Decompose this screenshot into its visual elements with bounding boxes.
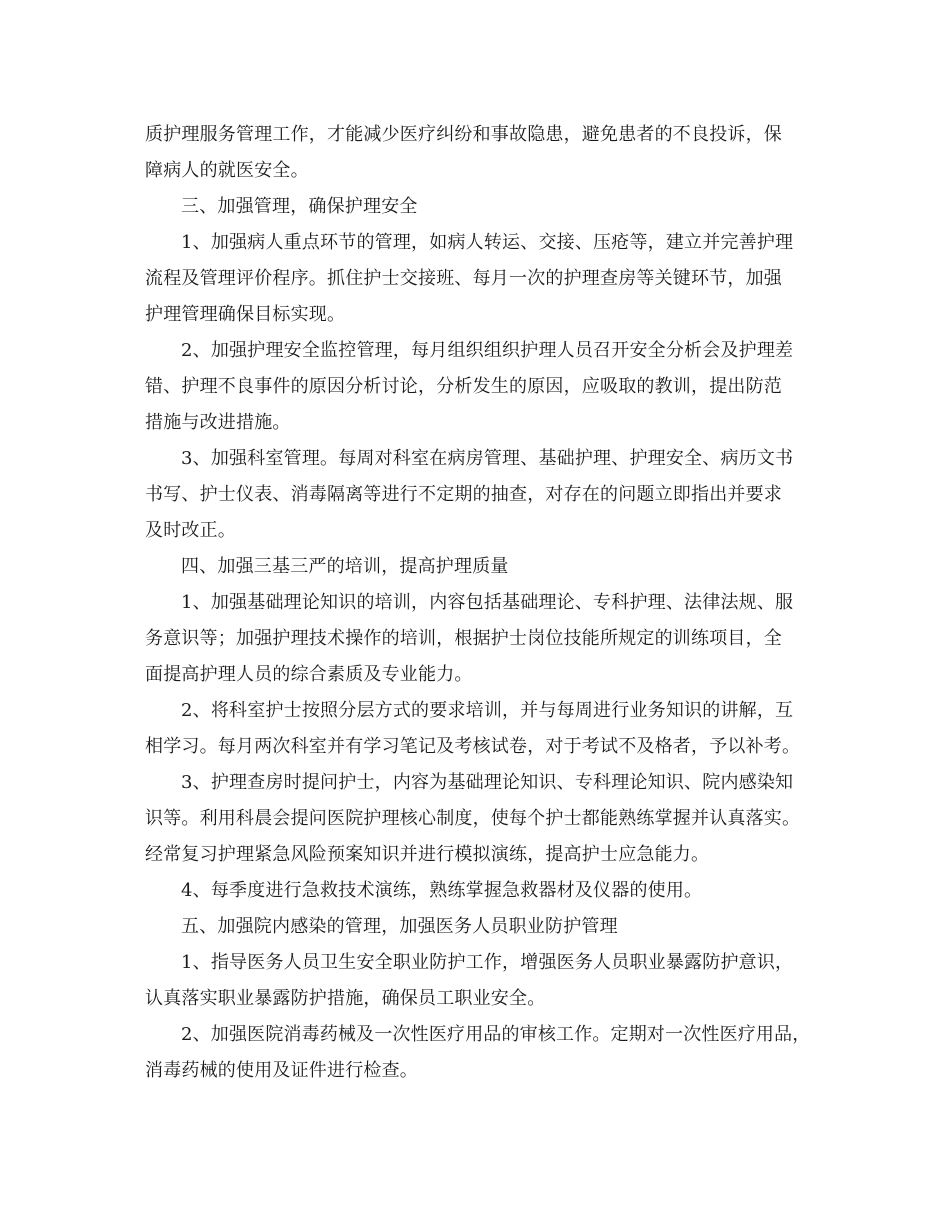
text-line: 四、加强三基三严的培训，提高护理质量 [181,556,509,577]
text-line: 相学习。每月两次科室并有学习笔记及考核试卷，对于考试不及格者，予以补考。 [145,736,801,757]
text-line: 4、每季度进行急救技术演练，熟练掌握急救器材及仪器的使用。 [181,880,703,901]
document-body [145,117,810,1089]
text-line: 1、指导医务人员卫生安全职业防护工作，增强医务人员职业暴露防护意识， [181,952,794,973]
text-line: 识等。利用科晨会提问医院护理核心制度，使每个护士都能熟练掌握并认真落实。 [145,808,801,829]
text-line: 3、加强科室管理。每周对科室在病房管理、基础护理、护理安全、病历文书 [181,448,794,469]
text-line: 认真落实职业暴露防护措施，确保员工职业安全。 [145,988,546,1009]
text-line: 护理管理确保目标实现。 [145,304,346,325]
text-line: 2、加强医院消毒药械及一次性医疗用品的审核工作。定期对一次性医疗用品， [181,1024,811,1045]
text-line: 错、护理不良事件的原因分析讨论，分析发生的原因，应吸取的教训，提出防范 [145,376,782,397]
text-line: 3、护理查房时提问护士，内容为基础理论知识、专科理论知识、院内感染知 [181,772,794,793]
text-line: 三、加强管理，确保护理安全 [181,196,418,217]
text-line: 障病人的就医安全。 [145,160,309,181]
text-line: 流程及管理评价程序。抓住护士交接班、每月一次的护理查房等关键环节，加强 [145,268,782,289]
text-line: 1、加强病人重点环节的管理，如病人转运、交接、压疮等，建立并完善护理 [181,232,794,253]
text-line: 书写、护士仪表、消毒隔离等进行不定期的抽查，对存在的问题立即指出并要求 [145,484,782,505]
text-line: 措施与改进措施。 [145,412,291,433]
text-line: 经常复习护理紧急风险预案知识并进行模拟演练，提高护士应急能力。 [145,844,710,865]
text-line: 1、加强基础理论知识的培训，内容包括基础理论、专科护理、法律法规、服 [181,592,794,613]
text-line: 2、加强护理安全监控管理，每月组织组织护理人员召开安全分析会及护理差 [181,340,794,361]
text-line: 务意识等；加强护理技术操作的培训，根据护士岗位技能所规定的训练项目，全 [145,628,782,649]
text-line: 消毒药械的使用及证件进行检查。 [145,1060,418,1081]
text-line: 及时改正。 [145,520,236,541]
text-line: 五、加强院内感染的管理，加强医务人员职业防护管理 [181,916,618,937]
text-line: 质护理服务管理工作，才能减少医疗纠纷和事故隐患，避免患者的不良投诉，保 [145,124,782,145]
text-line: 面提高护理人员的综合素质及专业能力。 [145,664,473,685]
text-line: 2、将科室护士按照分层方式的要求培训，并与每周进行业务知识的讲解，互 [181,700,794,721]
